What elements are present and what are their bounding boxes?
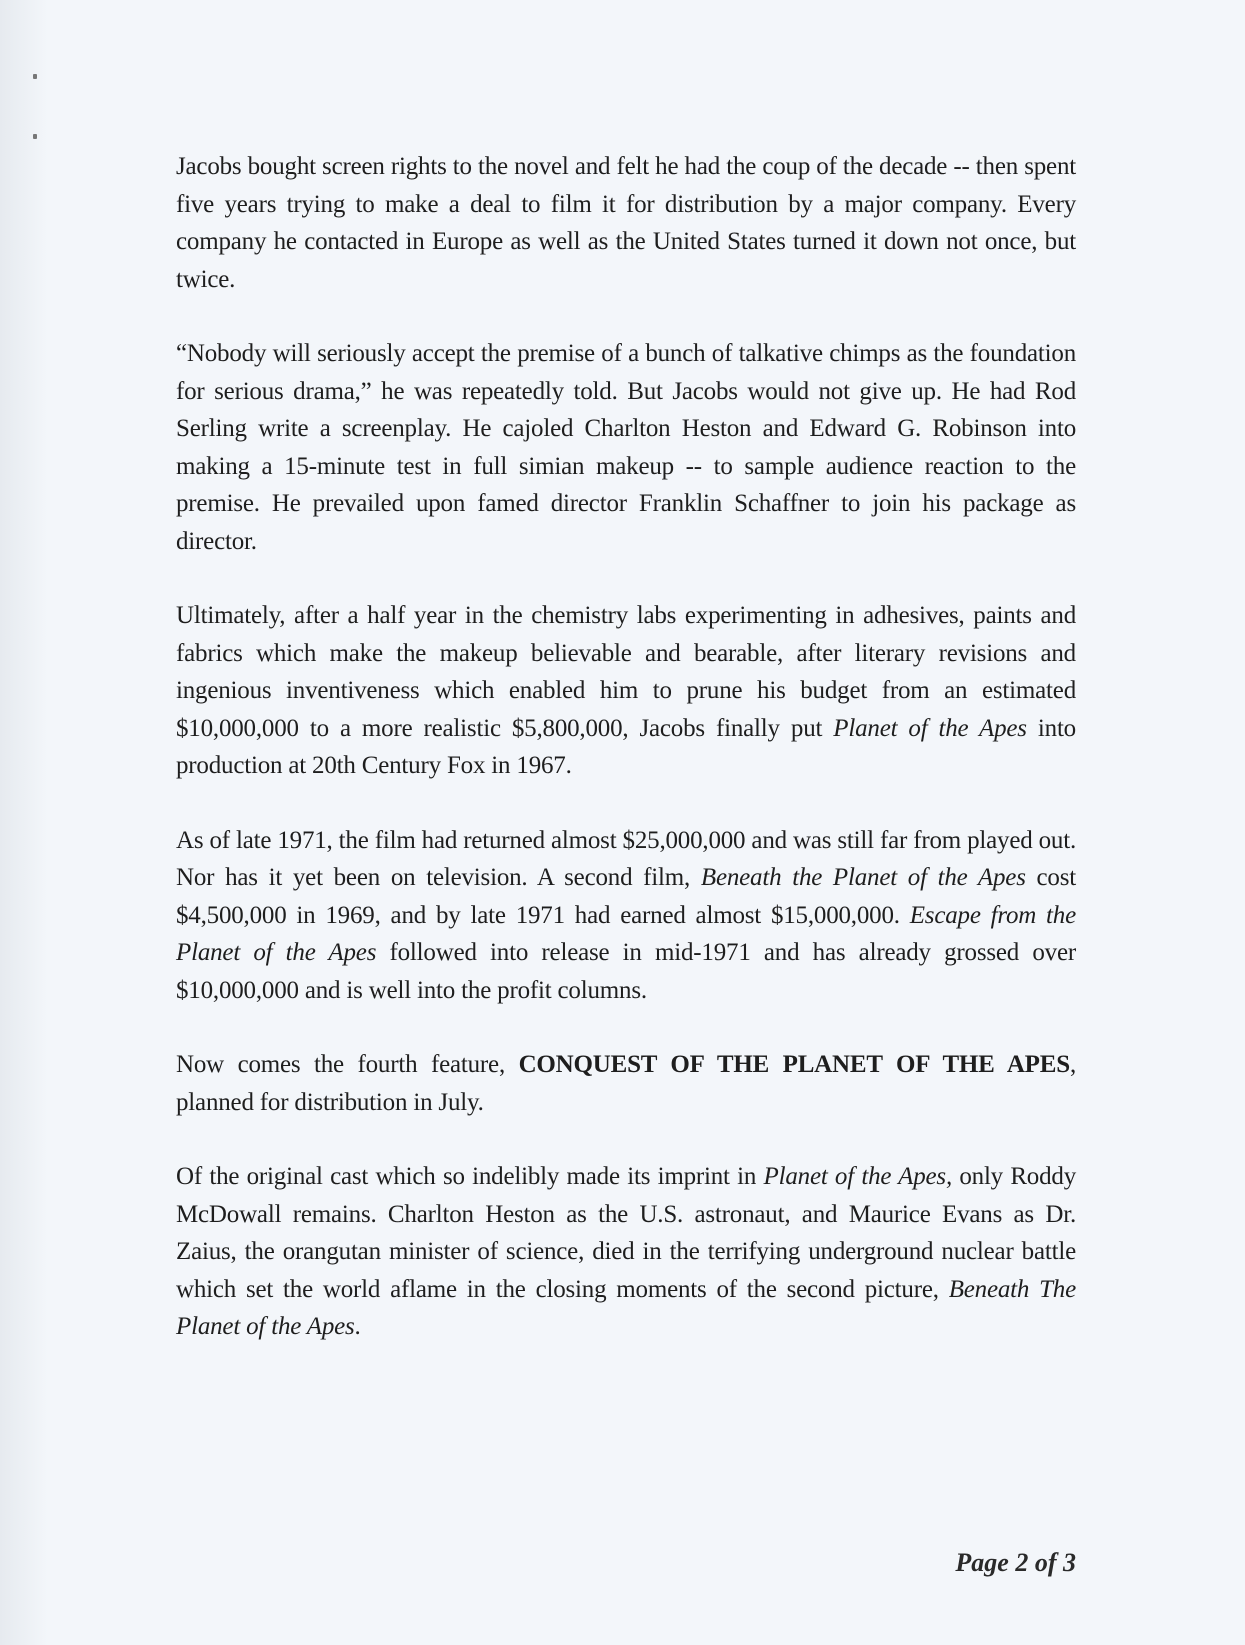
document-body: [176, 148, 1076, 1383]
film-title: Beneath the Planet of the Apes: [700, 864, 1026, 891]
text-run: into production at 20th Century Fox in 1967.: [176, 714, 1076, 779]
text-run: Ultimately, after a half year in the chemistry labs experimenting in adhesives, paints and fabrics which make the makeup believable and bearable, after literary revisions and ingenious inventiveness which enabled him to prune his budget from an estimated $10,000,000 to a more realistic $5,800,000, Jacobs finally put: [176, 602, 1076, 742]
film-title: Escape from the Planet of the Apes: [176, 901, 1076, 966]
text-run: cost $4,500,000 in 1969, and by late 1971 had earned almost $15,000,000.: [176, 864, 1076, 929]
text-run: only Roddy McDowall remains. Charlton Heston as the U.S. astronaut, and Maurice Evans as Dr. Zaius, the orangutan minister of science, died in the terrifying underground nuclear battle which set the world aflame in the closing moments of the second picture,: [176, 1163, 1077, 1303]
text-run: Of the original cast which so indelibly made its imprint in: [176, 1163, 764, 1190]
film-title-bold: CONQUEST OF THE PLANET OF THE APES: [518, 1051, 1070, 1078]
scan-mark: [33, 74, 37, 79]
text-run: , planned for distribution in July.: [176, 1051, 1076, 1116]
scan-edge: [0, 0, 48, 1645]
paragraph-returns: [176, 822, 1076, 1010]
scan-mark: [33, 134, 37, 139]
paragraph-nobody-will-accept: “Nobody will seriously accept the premise of a bunch of talkative chimps as the foundation for serious drama,” he was repeatedly told. But Jacobs would not give up. He had Rod Serling write a screenplay. He cajoled Charlton Heston and Edward G. Robinson into making a 15-minute test in full simian makeup -- to sample audience reaction to the premise. He prevailed upon famed director Franklin Schaffner to join his package as director.: [176, 340, 1076, 555]
text-run: Now comes the fourth feature,: [176, 1051, 519, 1078]
paragraph-original-cast: [176, 1158, 1076, 1346]
paragraph-ultimately: [176, 597, 1076, 785]
film-title: Beneath The Planet of the Apes: [176, 1275, 1076, 1340]
page-number: Page 2 of 3: [955, 1548, 1076, 1577]
film-title: Planet of the Apes,: [763, 1163, 952, 1190]
paragraph-screen-rights: Jacobs bought screen rights to the novel and felt he had the coup of the decade -- then spent five years trying to make a deal to film it for distribution by a major company. Every company he contacted in Europe as well as the United States turned it down not once, but twice.: [176, 153, 1076, 293]
text-run: As of late 1971, the film had returned almost $25,000,000 and was still far from played out. Nor has it yet been on television. A second film,: [176, 826, 1076, 891]
paragraph-fourth-feature: [176, 1046, 1076, 1121]
text-run: .: [354, 1313, 361, 1340]
film-title: Planet of the Apes: [833, 714, 1027, 742]
text-run: followed into release in mid-1971 and has already grossed over $10,000,000 and is well into the profit columns.: [176, 939, 1076, 1004]
